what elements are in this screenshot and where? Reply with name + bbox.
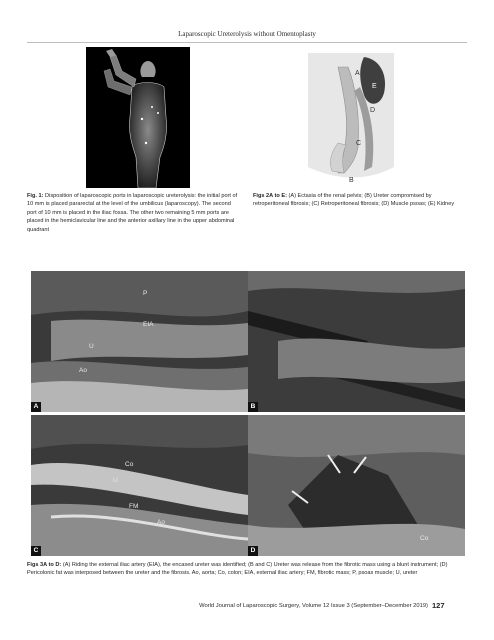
port-marker — [157, 112, 159, 114]
caption-lead: Fig. 1: — [27, 193, 44, 199]
panel-letter: A — [31, 402, 41, 412]
panel-letter: C — [31, 546, 41, 556]
figure-1-caption — [27, 192, 242, 234]
label-fm: FM — [129, 503, 139, 510]
figure-1-illustration — [86, 47, 190, 188]
port-marker — [145, 142, 147, 144]
caption-text: Disposition of laparoscopic ports in laparoscopic ureterolysis: the initial port of 10 mm is placed pararectal at the level of the umbilicus (laparoscopy). The second port of 10 mm is placed in the iliac fossa. The other two remaining 5 mm ports are placed in the hemiclavicular line and the anterior axillary line in the upper abdominal quadrant — [27, 193, 238, 233]
photo-panel-c — [31, 415, 248, 556]
ureter-diagram — [298, 47, 404, 188]
fig2-label-c: C — [356, 140, 362, 147]
port-marker — [141, 118, 143, 120]
label-ao: Ao — [157, 519, 165, 526]
fig2-label-d: D — [370, 107, 376, 114]
surgical-photo — [31, 271, 248, 412]
figure-2-illustration — [298, 47, 404, 188]
panel-letter: B — [248, 402, 258, 412]
port-marker — [151, 106, 153, 108]
caption-text: (A) Ectasia of the renal pelvis; (B) Ureter compromised by retroperitoneal fibrosis; (C) Retroperitoneal fibrosis; (D) Muscle psoas; (E) Kidney — [253, 193, 455, 208]
surgical-photo — [248, 271, 465, 412]
figure-2-caption — [253, 192, 467, 209]
photo-panel-b — [248, 271, 465, 412]
surgical-photo — [31, 415, 248, 556]
label-u: U — [89, 343, 94, 350]
panel-letter: D — [248, 546, 258, 556]
body-port-diagram — [86, 47, 190, 188]
caption-lead: Figs 2A to E: — [253, 193, 287, 199]
label-ao: Ao — [79, 367, 87, 374]
fig2-label-b: B — [349, 177, 354, 184]
label-p: P — [143, 290, 148, 297]
figure-3-caption — [27, 561, 467, 578]
photo-panel-a — [31, 271, 248, 412]
label-co: Co — [125, 461, 134, 468]
surgical-photo — [248, 415, 465, 556]
fig2-label-e: E — [372, 83, 377, 90]
caption-text: (A) Riding the external iliac artery (EIA), the encased ureter was identified; (B and C) Ureter was release from the fibrotic mass using a blunt instrument; (D) Pericolonic fat was interposed between the ureter and the fibrosis. Ao, aorta; Co, colon; EIA, external iliac artery; FM, fibrotic mass; P, psoas muscle; U, ureter — [27, 562, 448, 577]
label-eia: EIA — [143, 321, 154, 328]
label-co: Co — [420, 535, 429, 542]
label-u: U — [113, 477, 118, 484]
photo-panel-d — [248, 415, 465, 556]
fig2-label-a: A — [355, 70, 360, 77]
footer-journal: World Journal of Laparoscopic Surgery, Volume 12 Issue 3 (September–December 2019) — [199, 603, 428, 609]
caption-lead: Figs 3A to D: — [27, 562, 62, 568]
header-rule — [27, 42, 467, 43]
page-number: 127 — [432, 601, 445, 610]
running-title: Laparoscopic Ureterolysis without Omentoplasty — [178, 30, 316, 38]
